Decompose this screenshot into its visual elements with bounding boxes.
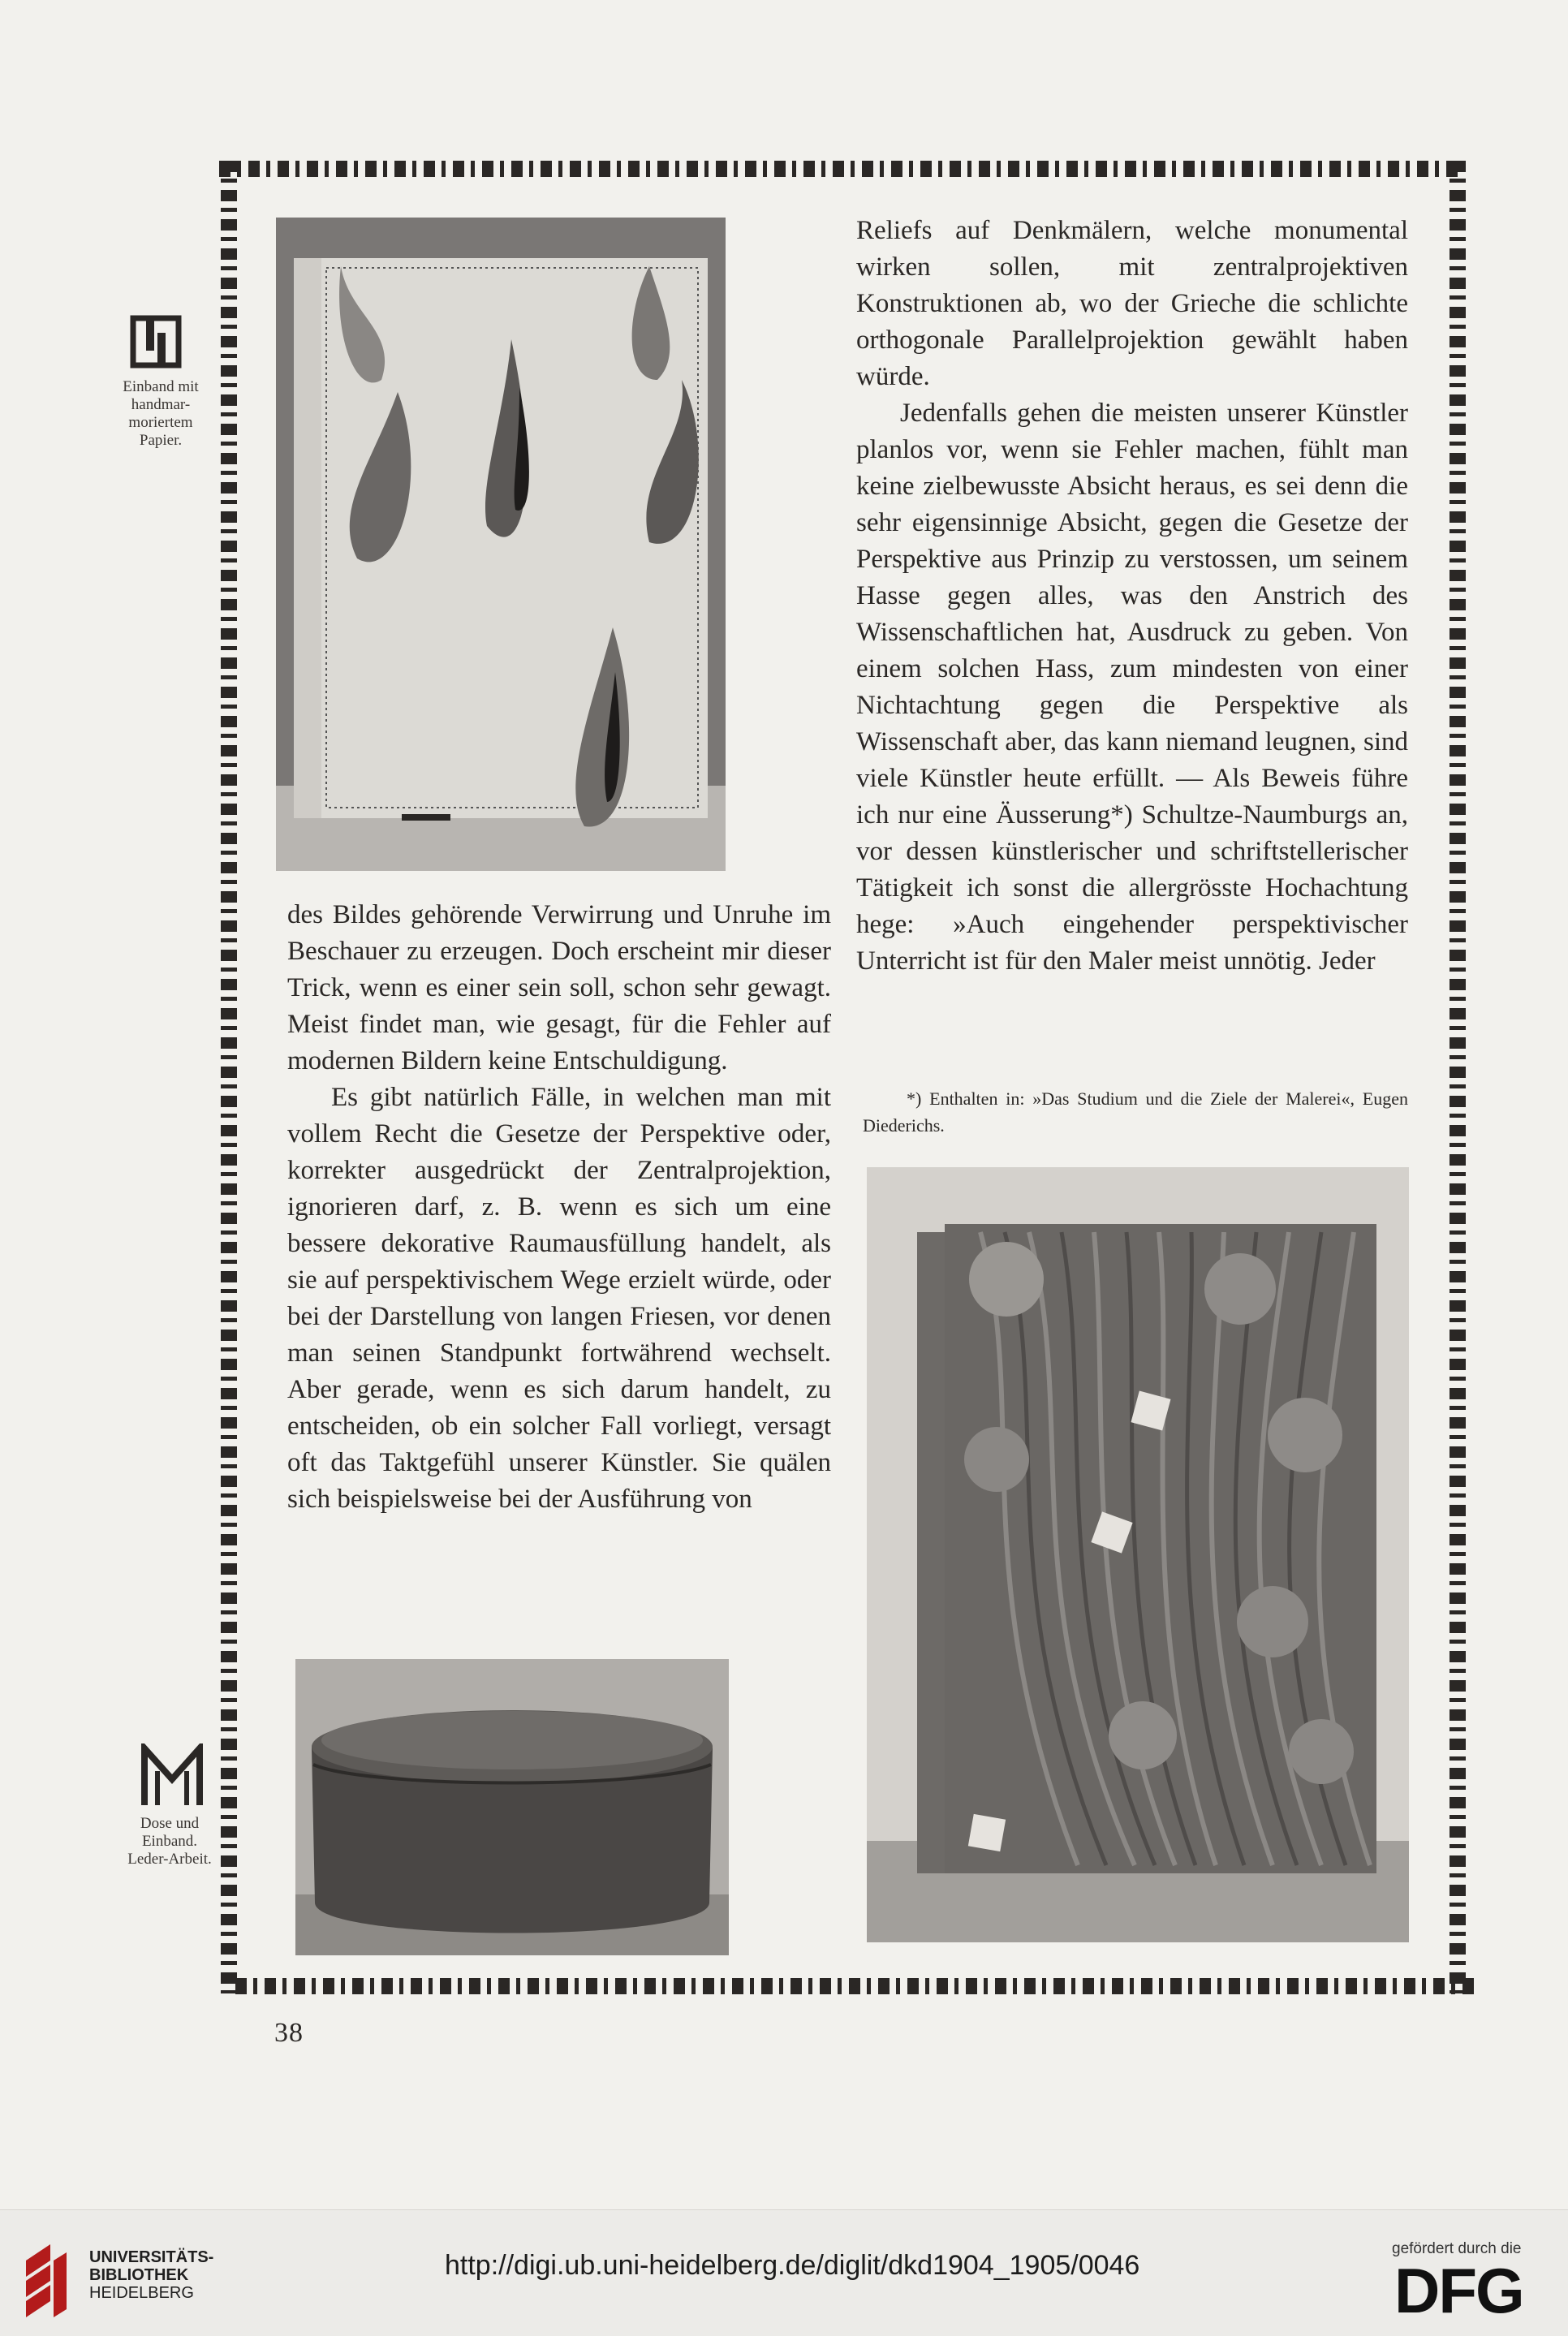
ornament-border-left: [221, 161, 237, 1993]
source-url-link[interactable]: http://digi.ub.uni-heidelberg.de/diglit/dkd1904_1905/0046: [445, 2250, 1140, 2281]
library-name: UNIVERSITÄTS- BIBLIOTHEK HEIDELBERG: [89, 2248, 214, 2302]
photo-marbled-leather-binding: [867, 1167, 1409, 1942]
text-column-right: [856, 213, 1408, 980]
monogram-logo-bottom: [140, 1743, 205, 1808]
photo-leather-box: [295, 1659, 729, 1955]
dfg-logo: DFG: [1394, 2255, 1523, 2326]
photo-bound-book-flame-pattern: [276, 218, 726, 871]
ornament-border-top: [219, 161, 1462, 177]
paragraph: Reliefs auf Denkmälern, welche monumental wirken sollen, mit zentralprojektiven Konstruktionen ab, wo der Grieche die schlichte orthogonale Parallelprojektion gewählt haben würde.: [856, 216, 1408, 391]
paragraph: Es gibt natürlich Fälle, in welchen man mit vollem Recht die Gesetze der Perspektive oder, korrekter ausgedrückt der Zentralprojektion, ignorieren darf, z. B. wenn es sich um eine bessere dekorative Raumausfüllung handelt, als sie auf perspektivischem Wege erzielt würde, oder bei der Darstellung von langen Friesen, vor denen man seinen Standpunkt fortwährend wechselt. Aber gerade, wenn es sich darum handelt, zu entscheiden, ob ein solcher Fall vorliegt, versagt oft das Taktgefühl unserer Künstler. Sie quälen sich beispielsweise bei der Ausführung von: [287, 1083, 831, 1514]
monogram-logo-top: [130, 315, 182, 369]
text-column-left: [287, 897, 831, 1518]
paragraph: des Bildes gehörende Verwirrung und Unruhe im Beschauer zu erzeugen. Doch erscheint mir dieser Trick, wenn es einer sein soll, schon sehr gewagt. Meist findet man, wie gesagt, für die Fehler auf modernen Bildern keine Entschuldigung.: [287, 900, 831, 1075]
ornament-border-right: [1450, 161, 1466, 1993]
ornament-border-bottom: [235, 1978, 1479, 1994]
footnote: *) Enthalten in: »Das Studium und die Ziele der Malerei«, Eugen Diederichs.: [863, 1088, 1408, 1136]
caption-box-and-binding: Dose und Einband. Leder-Arbeit.: [127, 1815, 212, 1868]
page-number: 38: [274, 2018, 304, 2048]
paragraph: Jedenfalls gehen die meisten unserer Künstler planlos vor, wenn sie Fehler machen, fühlt man keine zielbewusste Absicht heraus, es sei denn die sehr eigensinnige Absicht, gegen die Gesetze der Perspektive aus Prinzip zu verstossen, um seinem Hasse gegen alles, was den Anstrich des Wissenschaftlichen hat, Ausdruck zu geben. Von einem solchen Hass, zum mindesten von einer Nichtachtung gegen die Perspektive als Wissenschaft aber, das kann niemand leugnen, sind viele Künstler heute erfüllt. — Als Beweis führe ich nur eine Äusserung*) Schultze-Naumburgs an, vor dessen künstlerischer und schriftstellerischer Tätigkeit ich sonst die allergrösste Hochachtung hege: »Auch eingehender perspektivischer Unterricht ist für den Maler meist unnötig. Jeder: [856, 399, 1408, 976]
caption-bound-book: Einband mit handmar- moriertem Papier.: [123, 378, 199, 449]
library-logo-icon: [18, 2236, 75, 2317]
funding-note: gefördert durch die: [1392, 2240, 1522, 2257]
